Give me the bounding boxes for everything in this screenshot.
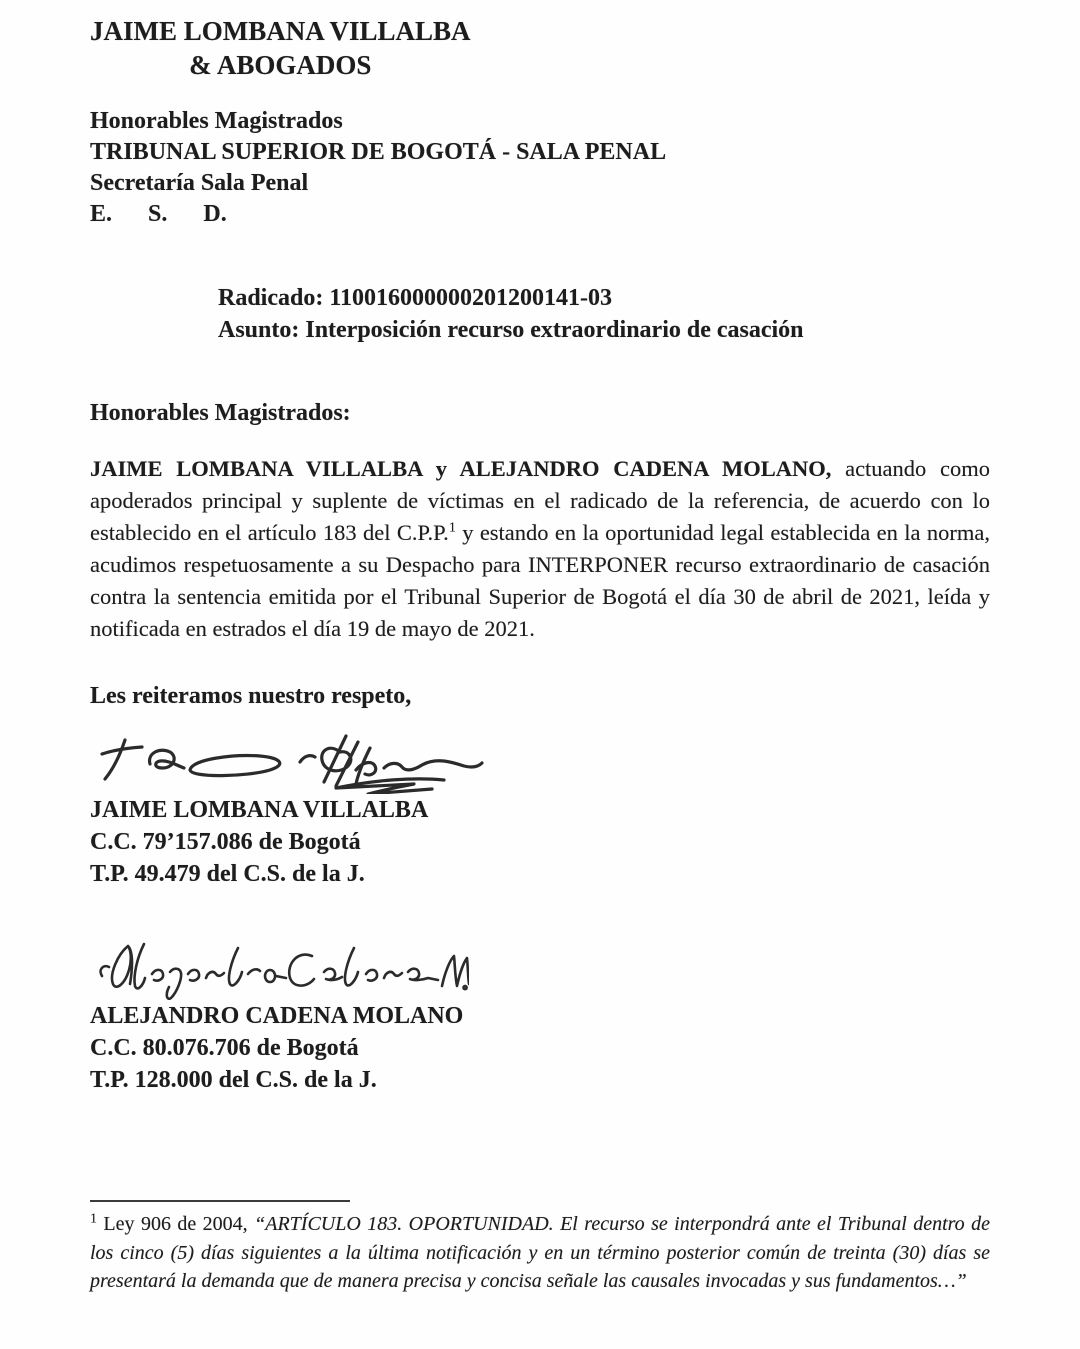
- signer2-cc: C.C. 80.076.706 de Bogotá: [90, 1035, 359, 1061]
- recipient-honorables: Honorables Magistrados: [90, 108, 343, 134]
- footnote-quote: “ARTÍCULO 183. OPORTUNIDAD. El recurso se interpondrá ante el Tribunal dentro de los cinco (5) días siguientes a la última notificación y en un término posterior común de treinta (30) días se presentará la demanda que de manera precisa y concisa señale las causales invocadas y sus fundamentos…”: [90, 1213, 990, 1292]
- reference-block: [218, 282, 990, 346]
- footnote-reference-marker: 1: [448, 520, 456, 536]
- recipient-esd: E. S. D.: [90, 201, 227, 227]
- letterhead-firm-name: JAIME LOMBANA VILLALBA: [90, 16, 471, 46]
- footnote-text: [90, 1210, 990, 1296]
- recipient-tribunal: TRIBUNAL SUPERIOR DE BOGOTÁ - SALA PENAL: [90, 139, 667, 165]
- signer2-tp: T.P. 128.000 del C.S. de la J.: [90, 1067, 377, 1093]
- signer1-name: JAIME LOMBANA VILLALBA: [90, 797, 429, 823]
- letterhead-firm-suffix: & ABOGADOS: [189, 50, 372, 80]
- closing-line: Les reiteramos nuestro respeto,: [90, 683, 412, 709]
- recipient-block: [90, 106, 990, 230]
- footnote-number: 1: [90, 1211, 97, 1227]
- footnote-separator: [90, 1200, 350, 1202]
- signature-jaime-lombana: [92, 722, 484, 794]
- body-segment-2: y estando en la oportunidad legal establecida en la norma, acudimos respetuosamente a su Despacho para INTERPONER recurso extraordinario de casación contra la sentencia emitida por el Tribunal Superior de Bogotá el día 30 de abril de 2021, leída y notificada en estrados el día 19 de mayo de 2021.: [90, 520, 990, 641]
- signer2-block: [90, 1000, 990, 1096]
- signer1-cc: C.C. 79’157.086 de Bogotá: [90, 829, 361, 855]
- letterhead: [90, 14, 471, 82]
- reference-radicado: Radicado: 110016000000201200141-03: [218, 285, 613, 311]
- signer1-tp: T.P. 49.479 del C.S. de la J.: [90, 861, 365, 887]
- salutation: Honorables Magistrados:: [90, 400, 351, 426]
- body-names-bold: JAIME LOMBANA VILLALBA y ALEJANDRO CADENA MOLANO,: [90, 456, 832, 481]
- signer2-name: ALEJANDRO CADENA MOLANO: [90, 1003, 464, 1029]
- signature-alejandro-cadena: [94, 934, 469, 1000]
- recipient-secretaria: Secretaría Sala Penal: [90, 170, 309, 196]
- reference-asunto: Asunto: Interposición recurso extraordinario de casación: [218, 317, 804, 343]
- signer1-block: [90, 794, 990, 890]
- body-segment-1: actuando como apoderados principal y suplente de víctimas en el radicado de la referencia, de acuerdo con lo establecido en el artículo 183 del C.P.P.: [90, 456, 990, 545]
- body-paragraph: [90, 453, 990, 645]
- footnote-intro: Ley 906 de 2004,: [97, 1213, 255, 1235]
